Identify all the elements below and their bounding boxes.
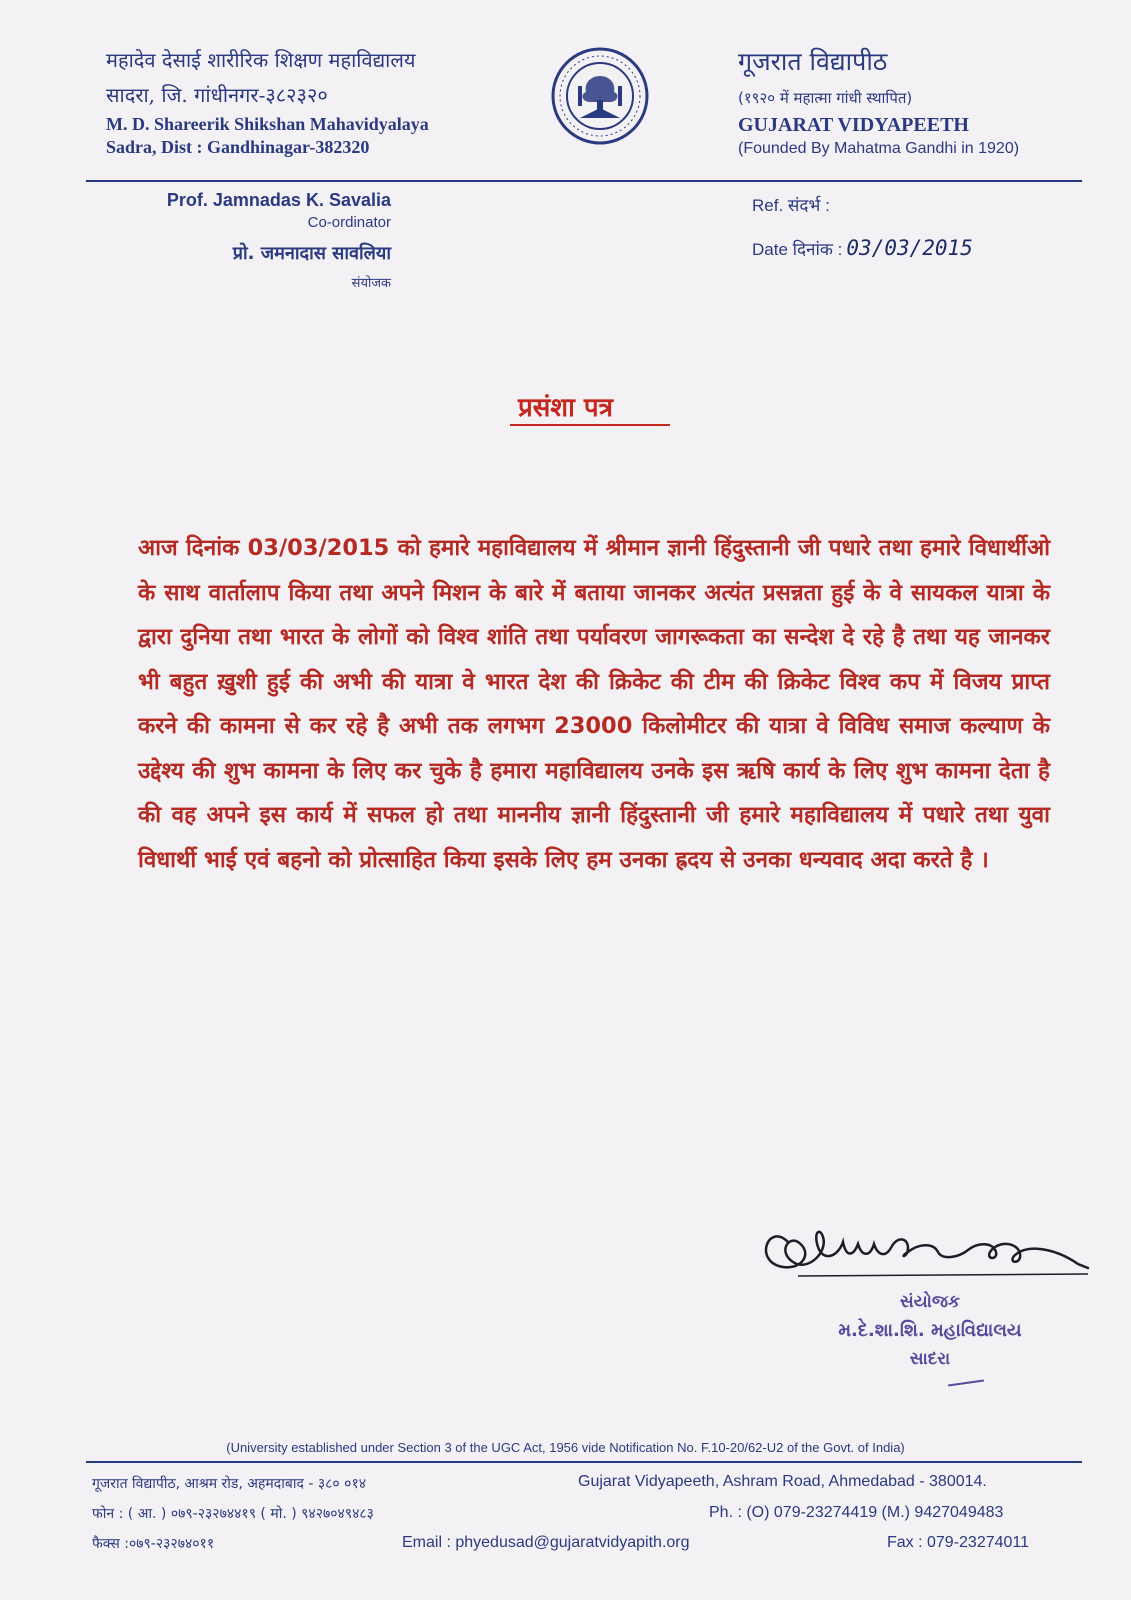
sender-role-hindi: संयोजक: [351, 276, 391, 291]
stamp-line-coordinator: સંયોજક: [899, 1292, 961, 1312]
footer-divider: [86, 1461, 1082, 1463]
letter-body: आज दिनांक 03/03/2015 को हमारे महाविद्यालय में श्रीमान ज्ञानी हिंदुस्तानी जी पधारे तथा हमारे विधार्थीओ के साथ वार्तालाप किया तथा अपने मिशन के बारे में बताया जानकर अत्यंत प्रसन्नता हुई के वे सायकल यात्रा के द्वारा दुनिया तथा भारत के लोगों को विश्व शांति तथा पर्यावरण जागरूकता का सन्देश दे रहे है तथा यह जानकर भी बहुत ख़ुशी हुई की अभी की यात्रा वे भारत देश की क्रिकेट की टीम की क्रिकेट विश्व कप में विजय प्राप्त करने की कामना से कर रहे है अभी तक लगभग 23000 किलोमीटर की यात्रा वे विविध समाज कल्याण के उद्देश्य की शुभ कामना के लिए कर चुके है हमारा महाविद्यालय उनके इस ऋषि कार्य के लिए शुभ कामना देता है की वह अपने इस कार्य में सफल हो तथा माननीय ज्ञानी हिंदुस्तानी जी हमारे महाविद्यालय में पधारे तथा युवा विधार्थी भाई एवं बहनो को प्रोत्साहित किया इसके लिए हम उनका ह्रदय से उनका धन्यवाद अदा करते है ।: [138, 535, 1050, 873]
letter-title: प्रसंशा पत्र: [518, 393, 613, 423]
reference-label: Ref. संदर्भ :: [752, 196, 830, 215]
footer-address-english: Gujarat Vidyapeeth, Ashram Road, Ahmedabad - 380014.: [578, 1473, 987, 1490]
stamp-line-college: મ.દે.શા.શિ. મહાવિદ્યાલય: [838, 1320, 1022, 1341]
ugc-note: (University established under Section 3 of the UGC Act, 1956 vide Notification No. F.10-20/62-U2 of the Govt. of India): [226, 1440, 905, 1455]
university-seal-icon: [550, 46, 650, 146]
college-name-english: M. D. Shareerik Shikshan Mahavidyalaya: [106, 114, 429, 134]
university-name-english: GUJARAT VIDYAPEETH: [738, 114, 969, 136]
date-value: 03/03/2015: [846, 236, 973, 260]
signature-icon: [758, 1212, 1098, 1292]
university-name-block: [738, 44, 1078, 158]
stamp-line-sadra: સાદરા: [909, 1349, 951, 1369]
sender-block: [106, 190, 391, 291]
college-address-hindi: सादरा, जि. गांधीनगर-३८२३२०: [106, 83, 328, 107]
date-label: Date दिनांक :: [752, 240, 843, 259]
footer-phone-hindi: फोन : ( आ. ) ०७९-२३२७४४१९ ( मो. ) ९४२७०४९४८३: [92, 1506, 374, 1522]
university-founded-hindi: (१९२० में महात्मा गांधी स्थापित): [738, 89, 913, 107]
footer-email: Email : phyedusad@gujaratvidyapith.org: [402, 1534, 690, 1551]
college-name-hindi: महादेव देसाई शारीरिक शिक्षण महाविद्यालय: [106, 48, 416, 72]
header-divider: [86, 180, 1082, 182]
stamp-underline: [948, 1380, 984, 1387]
footer-fax-english: Fax : 079-23274011: [887, 1534, 1030, 1551]
sender-name-hindi: प्रो. जमनादास सावलिया: [232, 243, 391, 264]
sender-role-english: Co-ordinator: [307, 214, 391, 231]
title-underline: [510, 424, 670, 426]
footer-phone-english: Ph. : (O) 079-23274419 (M.) 9427049483: [709, 1504, 1004, 1521]
footer-fax-hindi: फैक्स :०७९-२३२७४०११: [92, 1536, 215, 1552]
college-address-english: Sadra, Dist : Gandhinagar-382320: [106, 137, 370, 157]
date-line: [752, 236, 973, 260]
college-name-block: [106, 46, 566, 158]
university-name-hindi: गूजरात विद्यापीठ: [738, 47, 888, 76]
coordinator-stamp: [780, 1292, 1080, 1369]
university-founded-english: (Founded By Mahatma Gandhi in 1920): [738, 140, 1020, 157]
footer-address-hindi: गूजरात विद्यापीठ, आश्रम रोड, अहमदाबाद - ३८० ०१४: [92, 1476, 367, 1492]
sender-name-english: Prof. Jamnadas K. Savalia: [166, 190, 391, 210]
